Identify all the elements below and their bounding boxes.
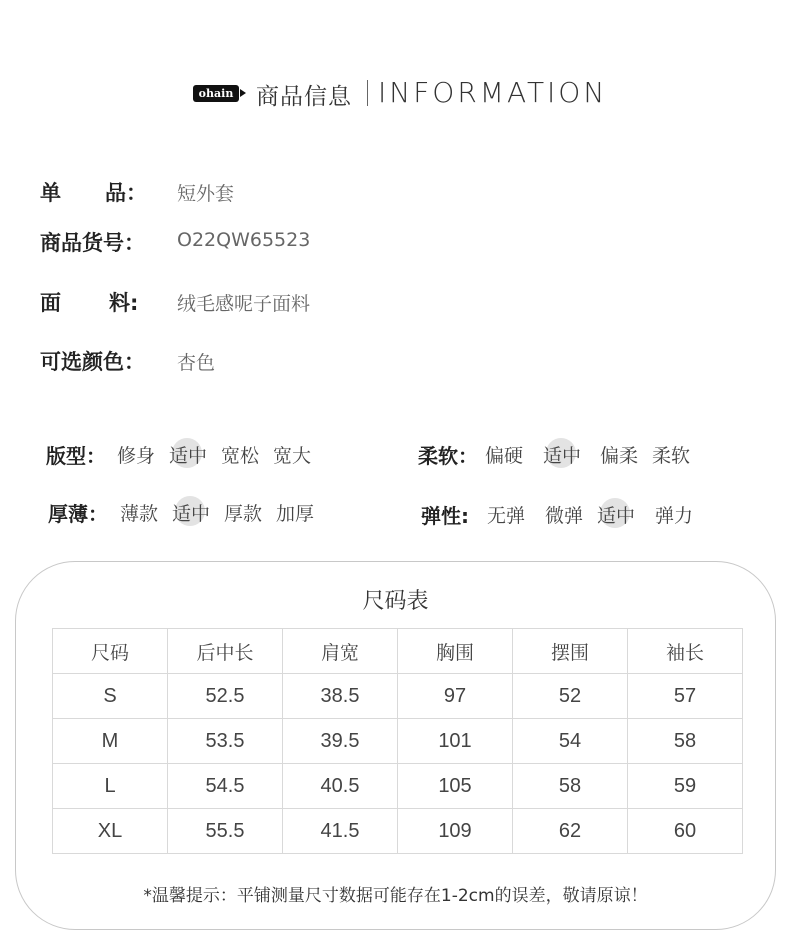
attr-option-selected: 适中 [172,499,210,526]
table-cell: 52.5 [168,674,283,719]
attr-option-selected: 适中 [543,441,581,468]
info-label: 可选颜色： [40,350,145,374]
attr-option: 偏硬 [485,445,524,467]
info-row-material [40,287,740,317]
info-value: 短外套 [177,183,235,205]
table-header-cell: 后中长 [168,629,283,674]
attr-option: 偏柔 [600,445,639,467]
table-row [53,674,743,719]
info-row-sku [40,227,740,257]
table-cell: 41.5 [283,809,398,854]
info-label-part: 单 [40,181,61,205]
table-cell: 109 [398,809,513,854]
attr-option: 弹力 [655,505,694,527]
table-header-cell: 肩宽 [283,629,398,674]
table-cell: XL [53,809,168,854]
info-value: 杏色 [177,352,216,374]
table-cell: S [53,674,168,719]
table-cell: 60 [628,809,743,854]
attr-option: 柔软 [652,445,691,467]
info-label-part: 品： [105,181,147,205]
table-cell: 62 [513,809,628,854]
size-table [52,628,743,854]
attr-label: 弹性: [421,504,469,528]
table-cell: 58 [628,719,743,764]
info-label: 商品货号： [40,231,145,255]
table-cell: 54.5 [168,764,283,809]
attr-fit [46,440,366,470]
table-cell: 59 [628,764,743,809]
attr-option: 微弹 [545,505,584,527]
attr-label: 厚薄： [48,502,108,526]
table-header-cell: 尺码 [53,629,168,674]
info-row-color [40,346,740,376]
header-title-cn: 商品信息 [256,84,352,110]
info-label-part: 料: [109,291,139,315]
attr-option: 宽松 [221,445,260,467]
table-row [53,719,743,764]
attr-option: 无弹 [487,505,526,527]
table-cell: L [53,764,168,809]
table-cell: 55.5 [168,809,283,854]
table-cell: 39.5 [283,719,398,764]
table-cell: 53.5 [168,719,283,764]
table-cell: 38.5 [283,674,398,719]
attr-option: 薄款 [120,503,159,525]
table-header-cell: 袖长 [628,629,743,674]
attr-label: 柔软： [418,444,478,468]
table-cell: 54 [513,719,628,764]
section-header [0,76,790,110]
attr-elasticity [421,500,751,530]
info-value: 绒毛感呢子面料 [177,293,311,315]
size-note: *温馨提示：平铺测量尺寸数据可能存在1-2cm的误差，敬请原谅！ [143,886,648,906]
table-cell: M [53,719,168,764]
table-cell: 101 [398,719,513,764]
table-cell: 52 [513,674,628,719]
attr-softness [418,440,748,470]
table-cell: 105 [398,764,513,809]
attr-option-selected: 适中 [169,441,207,468]
table-cell: 57 [628,674,743,719]
table-cell: 58 [513,764,628,809]
info-label [40,287,170,317]
info-value: O22QW65523 [177,229,311,251]
table-header-row [53,629,743,674]
attr-option: 修身 [117,445,156,467]
header-title-en: INFORMATION [378,76,608,109]
info-row-item [40,177,740,207]
table-row [53,764,743,809]
info-label [40,177,170,207]
header-divider [367,80,368,106]
size-chart-title: 尺码表 [362,589,429,614]
attr-option: 宽大 [273,445,312,467]
size-chart-card [15,561,776,930]
logo-arrow-icon [240,89,246,97]
attr-option: 厚款 [224,503,263,525]
attr-label: 版型： [46,444,106,468]
attr-option: 加厚 [276,503,315,525]
table-cell: 40.5 [283,764,398,809]
table-header-cell: 胸围 [398,629,513,674]
table-header-cell: 摆围 [513,629,628,674]
attr-thickness [48,498,368,528]
table-row [53,809,743,854]
attr-option-selected: 适中 [597,501,635,528]
brand-logo: ohain [193,85,239,102]
table-cell: 97 [398,674,513,719]
info-label-part: 面 [40,291,61,315]
